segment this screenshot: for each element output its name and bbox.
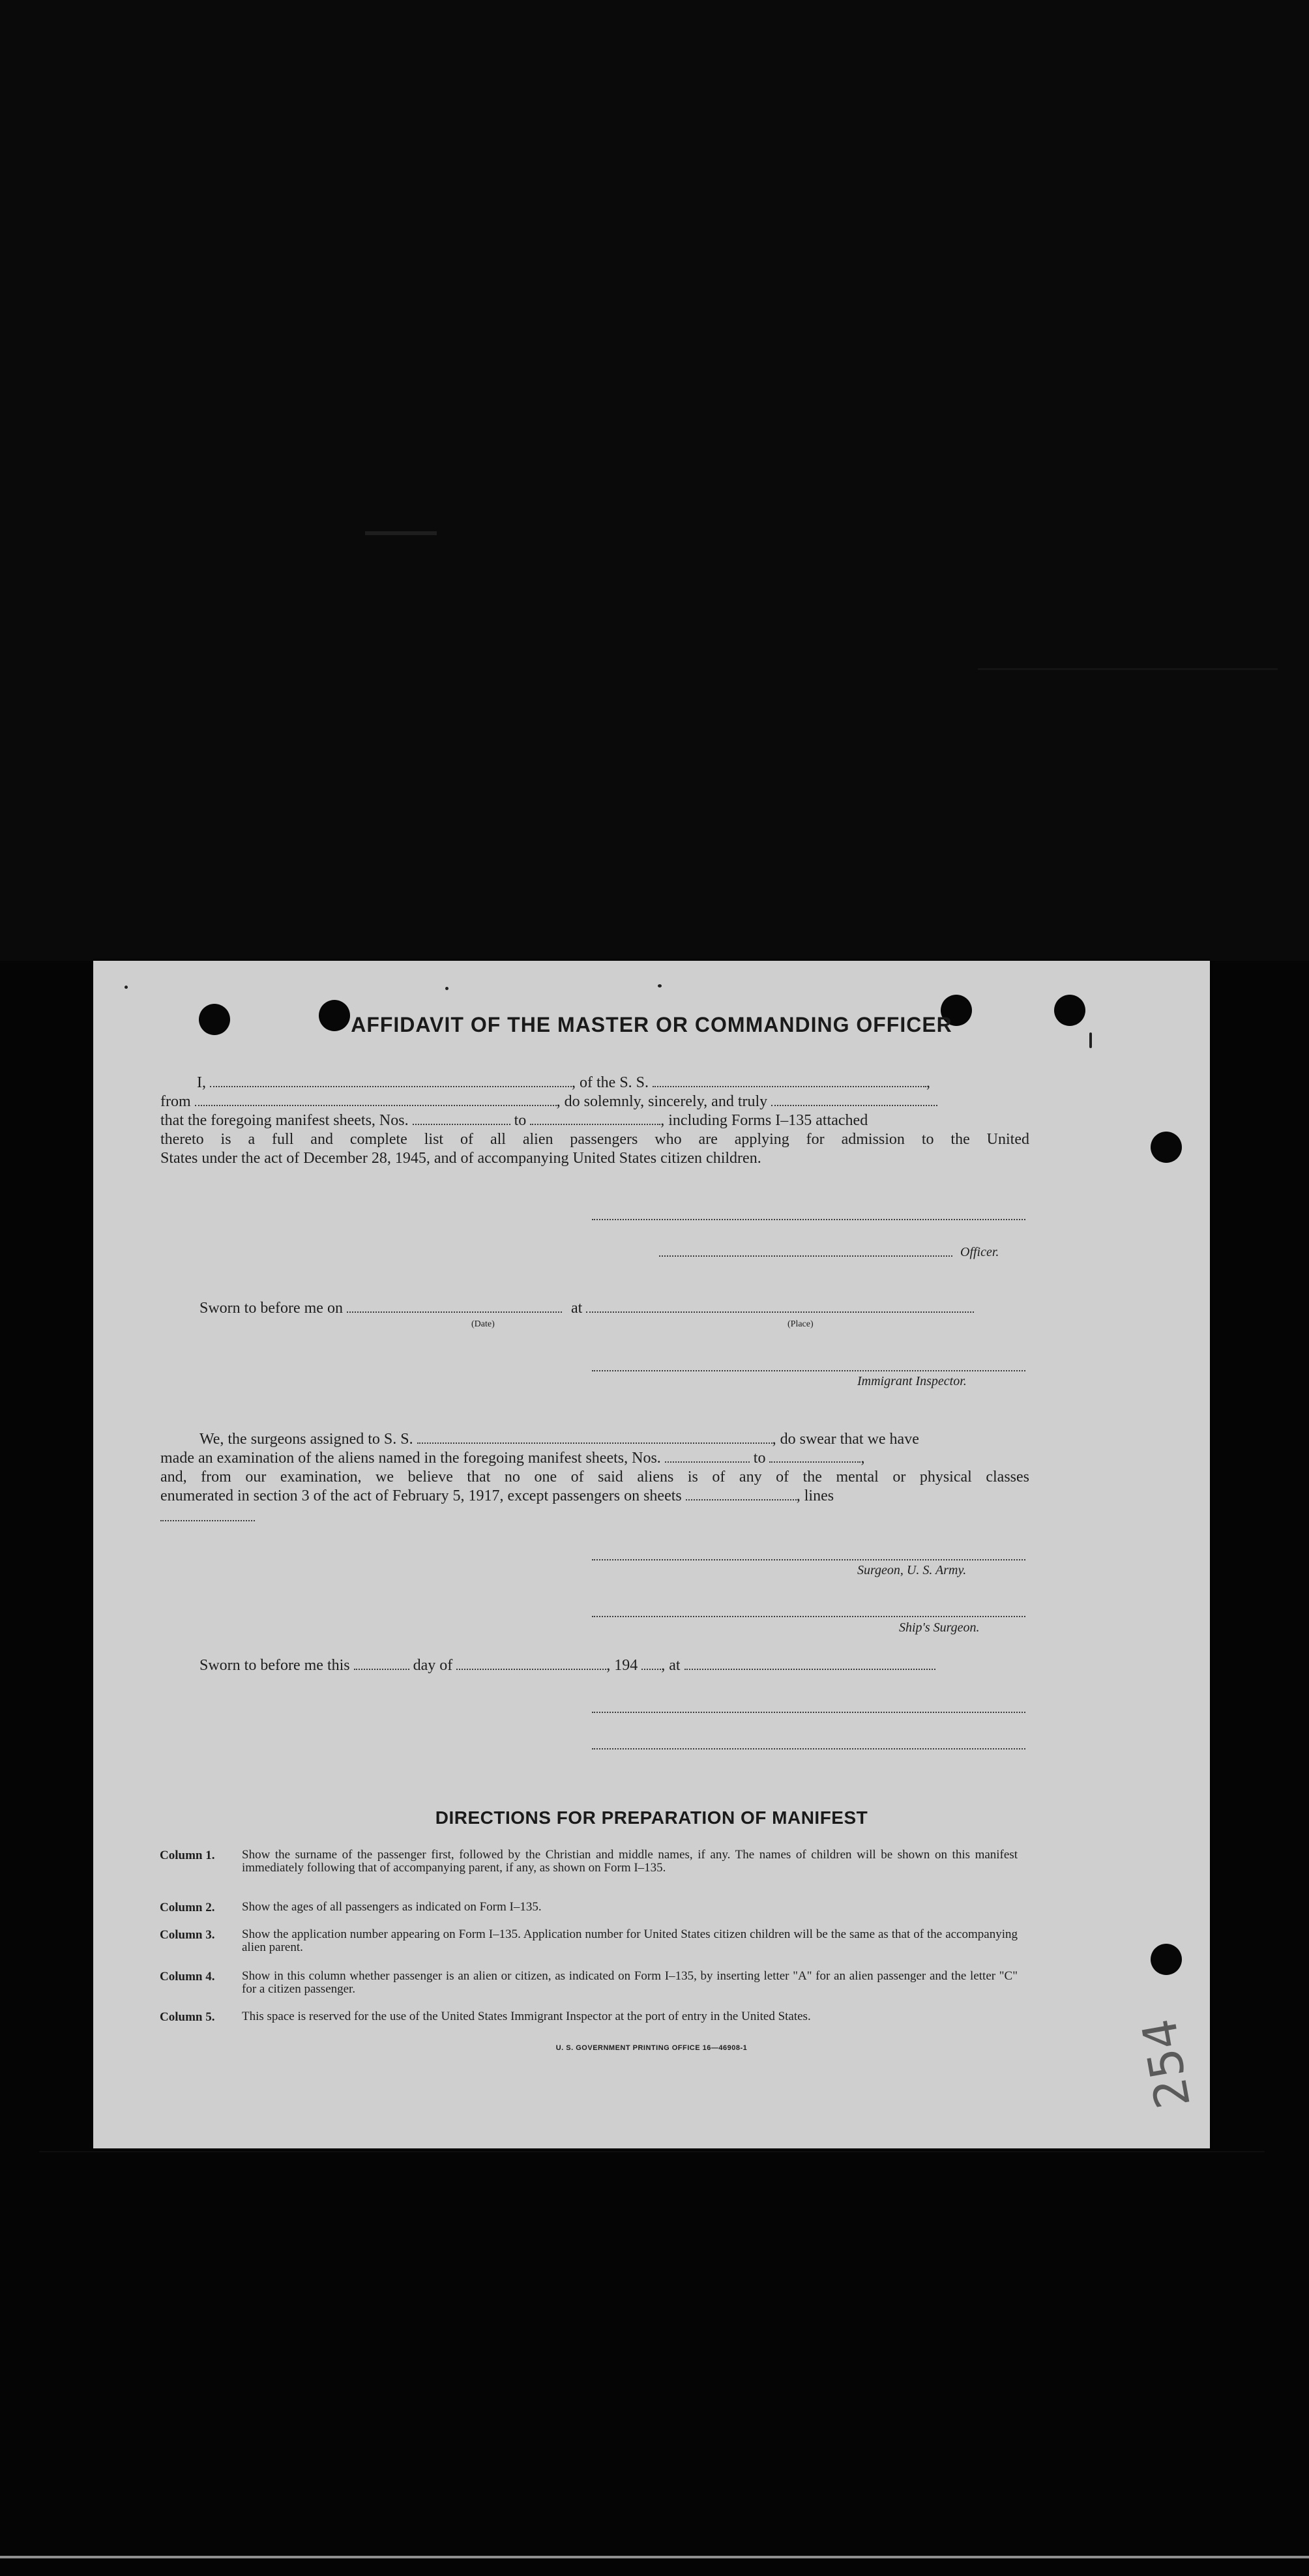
- affidavit-line-2: from , do solemnly, sincerely, and truly: [160, 1092, 937, 1111]
- speck: [658, 984, 662, 988]
- lines-continuation: [160, 1520, 255, 1521]
- ship-surgeon-signature-line: [592, 1616, 1025, 1617]
- column-1-text: Show the surname of the passenger first, followed by the Christian and middle names, if any. The names of children will be shown on this manifest immediately following that of accompanying parent, if any, as shown on Form I–135.: [242, 1848, 1018, 1875]
- affidavit-line-1: I, , of the S. S. ,: [197, 1074, 931, 1091]
- affidavit-title: AFFIDAVIT OF THE MASTER OR COMMANDING OFFICER: [351, 1013, 952, 1036]
- sworn-line-2: Sworn to before me this day of , 194 , at: [199, 1656, 935, 1675]
- speck: [125, 986, 128, 989]
- directions-title: DIRECTIONS FOR PREPARATION OF MANIFEST: [435, 1808, 868, 1828]
- signature-line: [592, 1712, 1025, 1713]
- column-4-text: Show in this column whether passenger is an alien or citizen, as indicated on Form I–135, by inserting letter "A" for an alien passenger and the letter "C" for a citizen passenger.: [242, 1969, 1018, 1996]
- column-5-label: Column 5.: [160, 2010, 215, 2024]
- surgeons-line-4: enumerated in section 3 of the act of February 5, 1917, except passengers on sheets , lines: [160, 1487, 834, 1504]
- punch-hole: [1151, 1944, 1182, 1975]
- column-4-label: Column 4.: [160, 1970, 215, 1983]
- speck: [445, 987, 449, 990]
- place-caption: (Place): [787, 1319, 814, 1329]
- date-caption: (Date): [471, 1319, 495, 1329]
- film-edge-line: [0, 2556, 1309, 2558]
- printing-office-imprint: U. S. GOVERNMENT PRINTING OFFICE 16—46908-1: [555, 2044, 748, 2052]
- affidavit-line-5: States under the act of December 28, 1945, and of accompanying United States citizen children.: [160, 1150, 761, 1167]
- inspector-label: Immigrant Inspector.: [857, 1374, 967, 1388]
- affidavit-line-3: that the foregoing manifest sheets, Nos. to , including Forms I–135 attached: [160, 1112, 868, 1129]
- surgeons-line-3: and, from our examination, we believe that no one of said aliens is of any of the mental or physical classes: [160, 1469, 1029, 1486]
- officer-signature-line: [659, 1255, 952, 1257]
- manifest-affidavit-page: [93, 961, 1210, 2148]
- surgeons-line-1: We, the surgeons assigned to S. S. , do swear that we have: [199, 1431, 919, 1448]
- surgeons-line-2: made an examination of the aliens named in the foregoing manifest sheets, Nos. to ,: [160, 1450, 865, 1467]
- column-1-label: Column 1.: [160, 1849, 215, 1862]
- column-2-text: Show the ages of all passengers as indicated on Form I–135.: [242, 1900, 542, 1914]
- signature-line: [592, 1748, 1025, 1749]
- signature-line: [592, 1219, 1025, 1220]
- column-3-text: Show the application number appearing on Form I–135. Application number for United States citizen children will be the same as that of the accompanying alien parent.: [242, 1927, 1018, 1954]
- column-3-label: Column 3.: [160, 1928, 215, 1942]
- affidavit-line-4: thereto is a full and complete list of all alien passengers who are applying for admission to the United: [160, 1131, 1029, 1148]
- army-surgeon-label: Surgeon, U. S. Army.: [857, 1563, 967, 1577]
- ship-surgeon-label: Ship's Surgeon.: [899, 1620, 980, 1635]
- officer-label: Officer.: [960, 1245, 999, 1259]
- handwritten-page-number: 254: [1131, 2015, 1201, 2113]
- punch-hole: [1151, 1132, 1182, 1163]
- column-2-label: Column 2.: [160, 1901, 215, 1914]
- column-5-text: This space is reserved for the use of the United States Immigrant Inspector at the port of entry in the United States.: [242, 2010, 811, 2023]
- sworn-line-1: Sworn to before me on at: [199, 1298, 974, 1318]
